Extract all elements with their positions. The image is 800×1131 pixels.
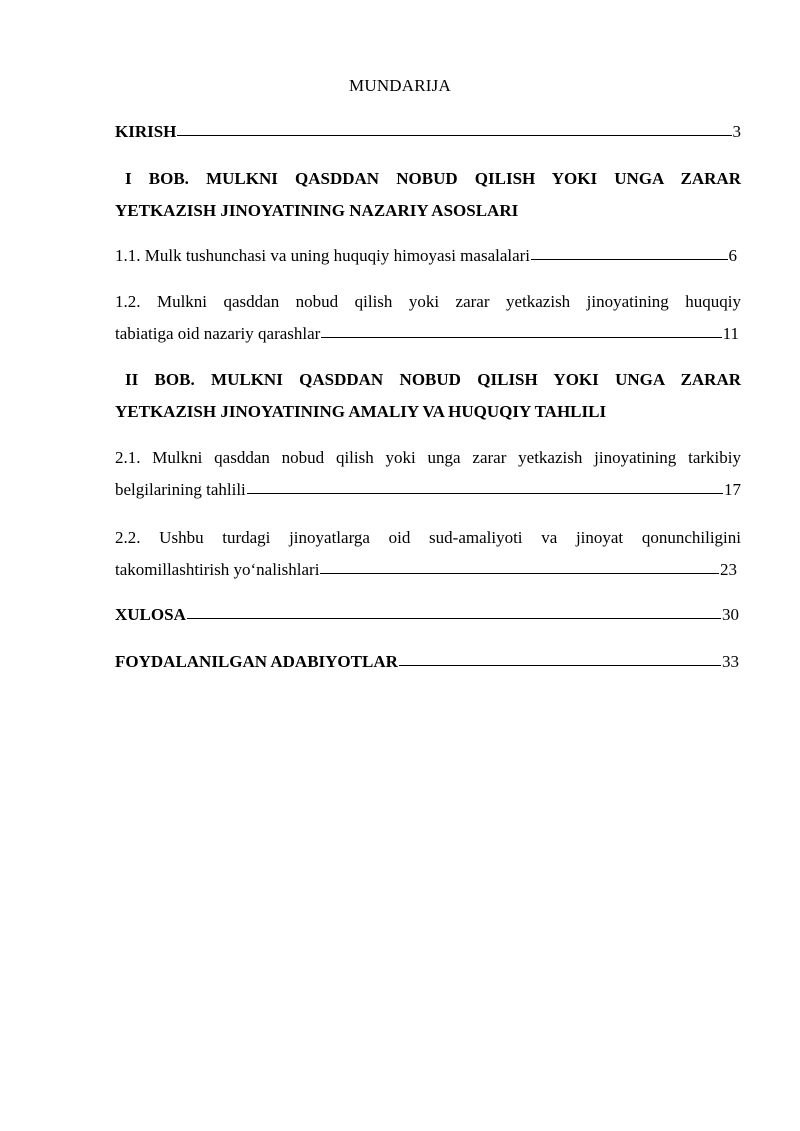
dot-leader bbox=[321, 323, 721, 338]
toc-line bbox=[115, 116, 741, 148]
toc-line bbox=[115, 646, 739, 678]
dot-leader bbox=[177, 121, 731, 136]
toc-entry-label-line-2: takomillashtirish yo‘nalishlari bbox=[115, 560, 320, 579]
toc-entry-label-line-2: YETKAZISH JINOYATINING AMALIY VA HUQUQIY TAHLILI bbox=[115, 402, 607, 421]
toc-page-number: 17 bbox=[724, 480, 741, 499]
toc-line bbox=[115, 474, 741, 506]
dot-leader bbox=[187, 604, 721, 619]
toc-line bbox=[115, 599, 739, 631]
page-title: MUNDARIJA bbox=[349, 76, 451, 95]
toc-page-number: 11 bbox=[722, 324, 739, 343]
toc-entry-label: 1.1. Mulk tushunchasi va uning huquqiy himoyasi masalalari bbox=[115, 246, 531, 265]
toc-page-number: 30 bbox=[722, 605, 739, 624]
toc-entry-label-line-1: 2.2. Ushbu turdagi jinoyatlarga oid sud-amaliyoti va jinoyat qonunchiligini bbox=[115, 528, 741, 547]
toc-entry-1-1 bbox=[115, 240, 741, 272]
toc-entry-1-2 bbox=[115, 286, 741, 350]
toc-entry-label: XULOSA bbox=[115, 605, 186, 624]
toc-line bbox=[115, 318, 739, 350]
toc-entry-label-line-1: 2.1. Mulkni qasddan nobud qilish yoki unga zarar yetkazish jinoyatining tarkibiy bbox=[115, 448, 741, 467]
toc-line bbox=[115, 554, 737, 586]
toc-entry-xulosa bbox=[115, 599, 741, 631]
toc-entry-label: KIRISH bbox=[115, 122, 177, 141]
toc-entry-kirish bbox=[115, 116, 741, 148]
dot-leader bbox=[399, 651, 721, 666]
dot-leader bbox=[320, 559, 719, 574]
toc-entry-label-line-2: tabiatiga oid nazariy qarashlar bbox=[115, 324, 321, 343]
toc-page-number: 3 bbox=[732, 122, 741, 141]
toc-entry-2-2 bbox=[115, 522, 741, 586]
toc-entry-label: FOYDALANILGAN ADABIYOTLAR bbox=[115, 652, 398, 671]
toc-line bbox=[115, 240, 737, 272]
toc-page-number: 33 bbox=[722, 652, 739, 671]
dot-leader bbox=[531, 245, 727, 260]
toc-page-number: 6 bbox=[728, 246, 737, 265]
dot-leader bbox=[247, 479, 723, 494]
toc-entry-2-1 bbox=[115, 442, 741, 506]
toc-entry-chapter-1 bbox=[115, 163, 741, 227]
toc-entry-label-line-2: belgilarining tahlili bbox=[115, 480, 246, 499]
toc-page-number: 23 bbox=[720, 560, 737, 579]
toc-entry-label-line-1: II BOB. MULKNI QASDDAN NOBUD QILISH YOKI UNGA ZARAR bbox=[125, 370, 741, 389]
toc-entry-label-line-1: 1.2. Mulkni qasddan nobud qilish yoki zarar yetkazish jinoyatining huquqiy bbox=[115, 292, 741, 311]
toc-entry-label-line-2: YETKAZISH JINOYATINING NAZARIY ASOSLARI bbox=[115, 201, 519, 220]
toc-entry-label-line-1: I BOB. MULKNI QASDDAN NOBUD QILISH YOKI UNGA ZARAR bbox=[125, 169, 741, 188]
toc-entry-chapter-2 bbox=[115, 364, 741, 428]
toc-entry-adabiyotlar bbox=[115, 646, 741, 678]
